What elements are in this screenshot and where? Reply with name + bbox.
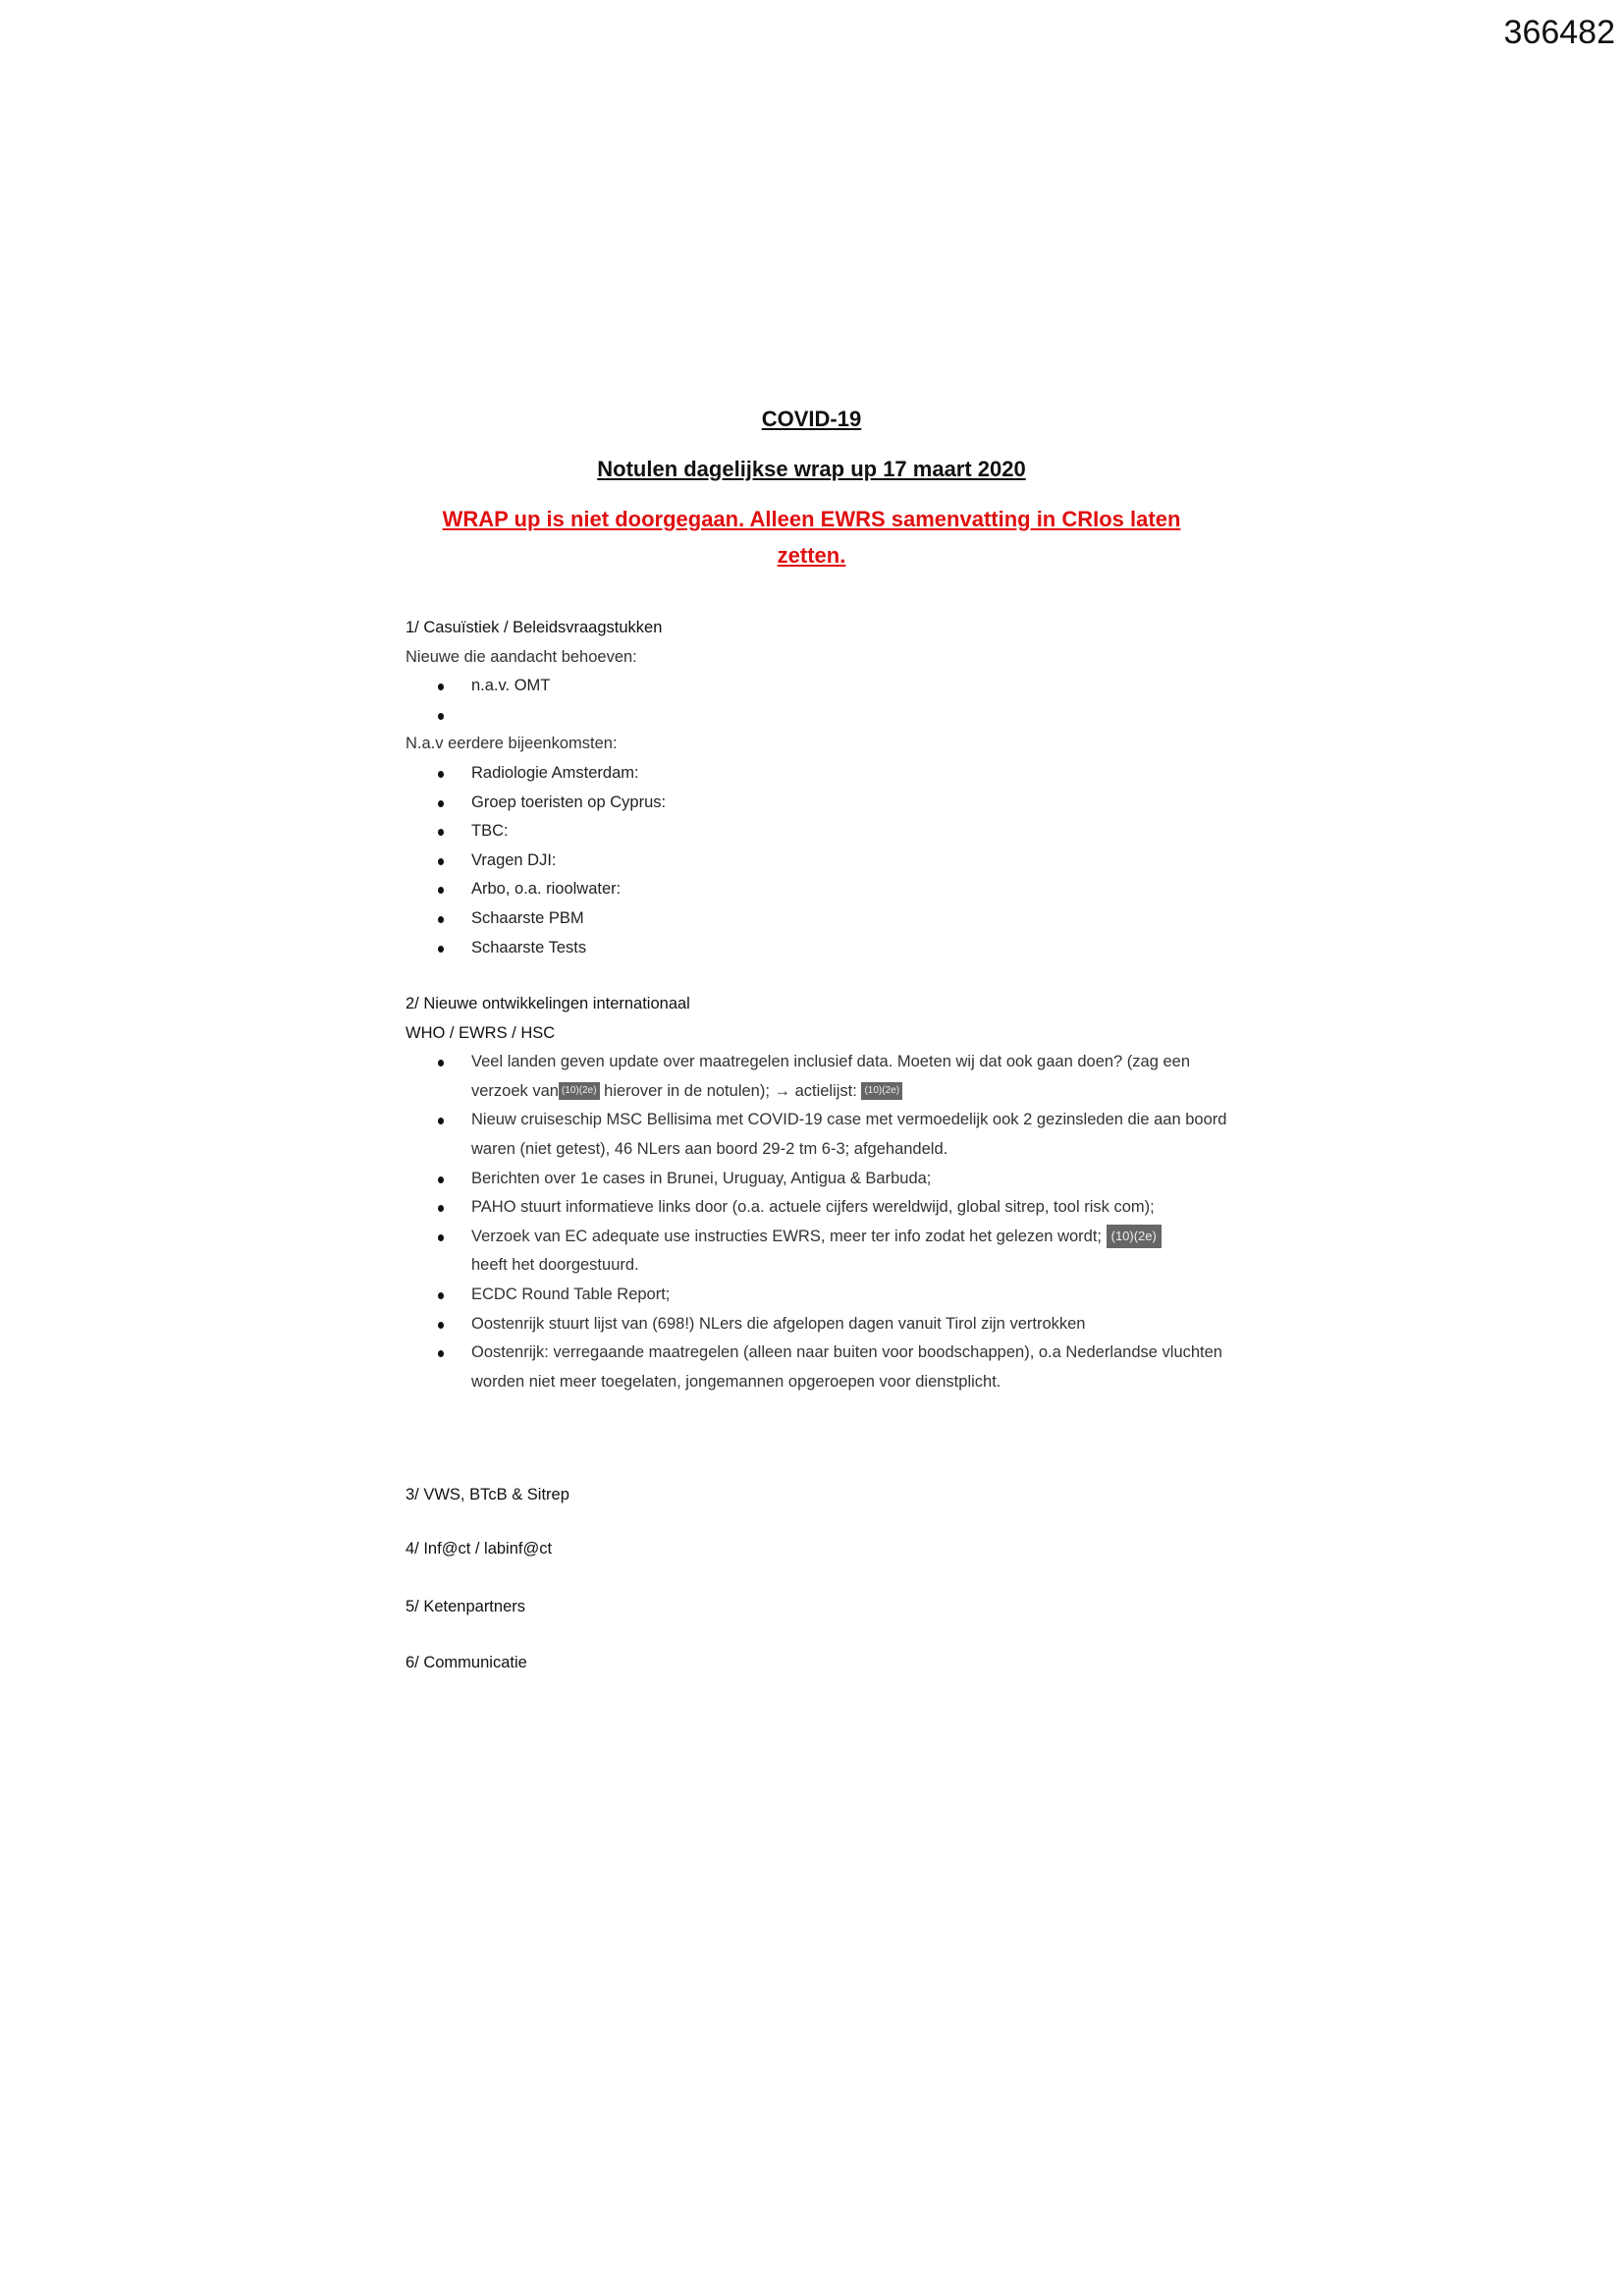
bullet-icon <box>438 1205 444 1212</box>
section-2-sub: WHO / EWRS / HSC <box>406 1023 556 1042</box>
list-item-text: Schaarste PBM <box>471 908 584 927</box>
bullet-icon <box>438 1060 444 1066</box>
notice-line-2: zetten. <box>777 543 846 568</box>
bullet-icon <box>438 800 444 807</box>
redaction-box: (10)(2e) <box>559 1082 600 1100</box>
page-title: COVID-19 <box>761 407 862 431</box>
section-2-heading: 2/ Nieuwe ontwikkelingen internationaal <box>406 995 690 1012</box>
section-1-sub-1: Nieuwe die aandacht behoeven: <box>406 647 637 666</box>
bullet-icon <box>438 1118 444 1124</box>
section-3-heading: 3/ VWS, BTcB & Sitrep <box>406 1486 569 1503</box>
section-6-heading: 6/ Communicatie <box>406 1654 527 1671</box>
list-item-text: hierover in de notulen); → actielijst: <box>604 1081 857 1100</box>
section-5-heading: 5/ Ketenpartners <box>406 1598 525 1615</box>
list-item <box>406 789 1250 818</box>
list-item <box>406 1223 1250 1281</box>
list-item <box>406 1281 1250 1310</box>
section-1-sub-2: N.a.v eerdere bijeenkomsten: <box>406 735 618 753</box>
list-item <box>406 1106 1250 1164</box>
section-4-heading: 4/ Inf@ct / labinf@ct <box>406 1540 553 1558</box>
document-id: 366482 <box>1503 14 1615 51</box>
list-item <box>406 701 1250 731</box>
bullet-icon <box>438 1292 444 1299</box>
bullet-icon <box>438 858 444 865</box>
notice-line-1: WRAP up is niet doorgegaan. Alleen EWRS samenvatting in CRIos laten <box>442 507 1181 531</box>
redaction-box: (10)(2e) <box>1107 1225 1162 1248</box>
list-item-text: Oostenrijk: verregaande maatregelen (alleen naar buiten voor boodschappen), o.a Nederlandse vluchten worden niet meer toegelaten, jongemannen opgeroepen voor dienstplicht. <box>471 1343 1222 1391</box>
page-subtitle: Notulen dagelijkse wrap up 17 maart 2020 <box>597 457 1026 481</box>
list-item-text: Verzoek van EC adequate use instructies EWRS, meer ter info zodat het gelezen wordt; <box>471 1227 1103 1245</box>
bullet-icon <box>438 829 444 836</box>
list-item <box>406 875 1250 904</box>
section-2 <box>406 990 1250 1396</box>
bullet-icon <box>438 771 444 778</box>
bullet-icon <box>438 946 444 953</box>
list-item-text: n.a.v. OMT <box>471 677 551 695</box>
list-item <box>406 817 1250 847</box>
list-item <box>406 1193 1250 1223</box>
section-1-heading: 1/ Casuïstiek / Beleidsvraagstukken <box>406 619 663 636</box>
section-1 <box>406 614 1250 962</box>
bullet-icon <box>438 683 444 690</box>
list-item-text: Groep toeristen op Cyprus: <box>471 793 667 811</box>
list-item <box>406 1310 1250 1339</box>
list-item-text: Schaarste Tests <box>471 938 587 957</box>
section-2-list <box>406 1048 1250 1396</box>
bullet-icon <box>438 887 444 894</box>
list-item-text: Arbo, o.a. rioolwater: <box>471 880 622 899</box>
list-item-text: Veel landen geven update over maatregelen inclusief data. Moeten wij dat ook gaan doen? (zag een verzoek van <box>471 1053 1191 1100</box>
list-item <box>406 672 1250 701</box>
list-item <box>406 1165 1250 1194</box>
list-item <box>406 847 1250 876</box>
list-item-text: heeft het doorgestuurd. <box>471 1256 639 1275</box>
list-item <box>406 759 1250 789</box>
list-item <box>406 934 1250 963</box>
section-1-list-1 <box>406 672 1250 730</box>
list-item <box>406 1339 1250 1396</box>
bullet-icon <box>438 916 444 923</box>
list-item-text: Berichten over 1e cases in Brunei, Uruguay, Antigua & Barbuda; <box>471 1169 932 1187</box>
list-item <box>406 1048 1250 1106</box>
bullet-icon <box>438 713 444 720</box>
list-item-text: ECDC Round Table Report; <box>471 1285 671 1303</box>
bullet-icon <box>438 1322 444 1329</box>
list-item-text: TBC: <box>471 822 509 841</box>
redaction-box: (10)(2e) <box>861 1082 902 1100</box>
list-item-text: PAHO stuurt informatieve links door (o.a. actuele cijfers wereldwijd, global sitrep, tool risk com); <box>471 1198 1155 1217</box>
list-item-text: Radiologie Amsterdam: <box>471 763 639 782</box>
list-item-text: Vragen DJI: <box>471 850 557 869</box>
list-item-text: Nieuw cruiseschip MSC Bellisima met COVID-19 case met vermoedelijk ook 2 gezinsleden die aan boord waren (niet getest), 46 NLers aan boord 29-2 tm 6-3; afgehandeld. <box>471 1111 1227 1158</box>
list-item <box>406 904 1250 934</box>
bullet-icon <box>438 1234 444 1241</box>
list-item-text: Oostenrijk stuurt lijst van (698!) NLers die afgelopen dagen vanuit Tirol zijn vertrokken <box>471 1314 1086 1333</box>
bullet-icon <box>438 1350 444 1357</box>
section-1-list-2 <box>406 759 1250 962</box>
bullet-icon <box>438 1176 444 1183</box>
